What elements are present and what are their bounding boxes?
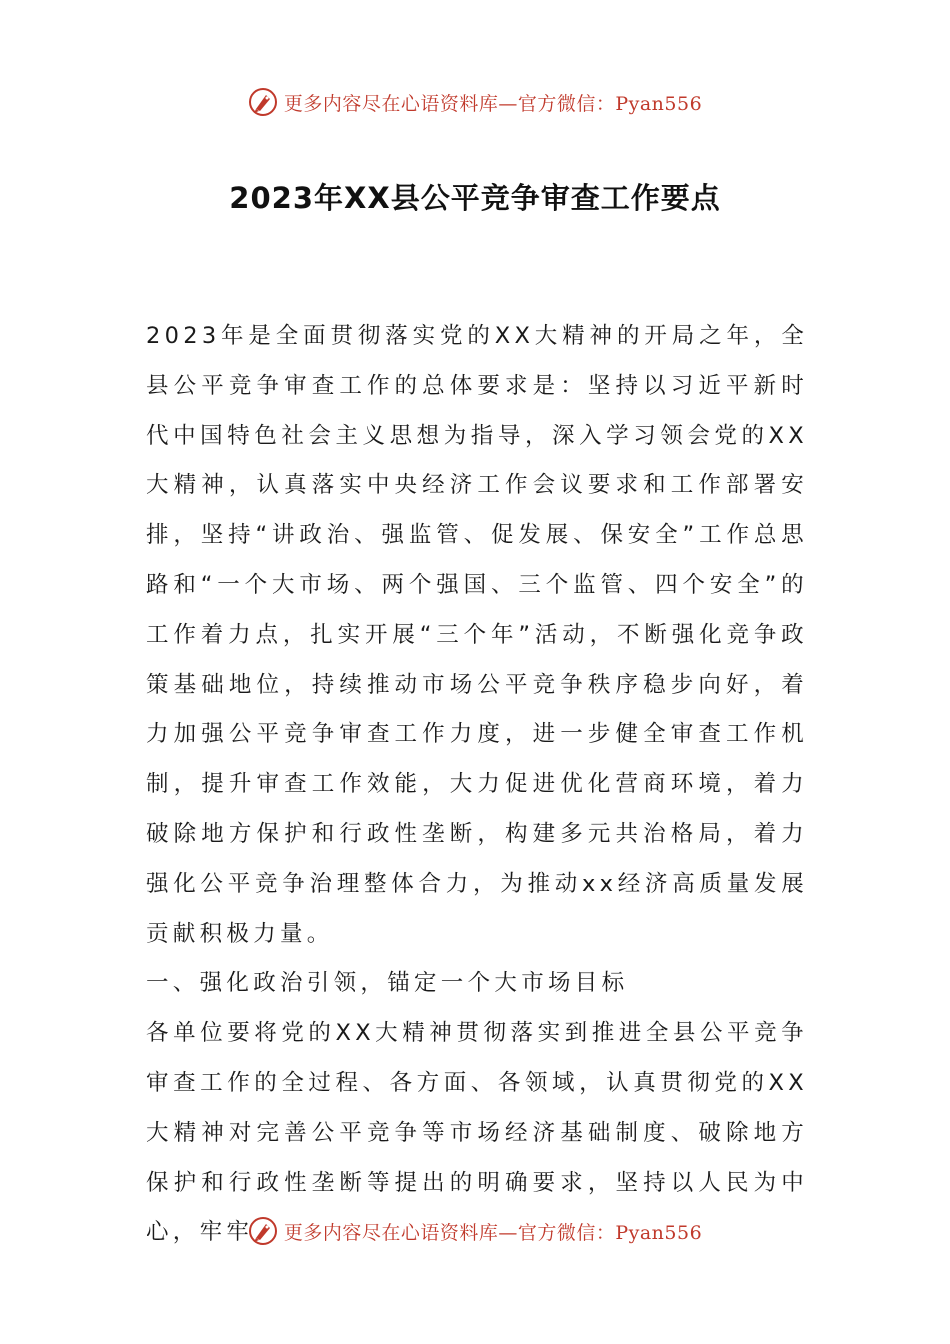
paragraph-intro: 2023年是全面贯彻落实党的XX大精神的开局之年，全县公平竞争审查工作的总体要求是：坚持以习近平新时代中国特色社会主义思想为指导，深入学习领会党的XX大精神，认真落实中央经济工作会议要求和工作部署安排，坚持“讲政治、强监管、促发展、保安全”工作总思路和“一个大市场、两个强国、三个监管、四个安全”的工作着力点，扎实开展“三个年”活动，不断强化竞争政策基础地位，持续推动市场公平竞争秩序稳步向好，着力加强公平竞争审查工作力度，进一步健全审查工作机制，提升审查工作效能，大力促进优化营商环境，着力破除地方保护和行政性垄断，构建多元共治格局，着力强化公平竞争治理整体合力，为推动xx经济高质量发展贡献积极力量。 [146,323,808,947]
pen-nib-logo-icon [248,87,278,117]
header-watermark [0,82,950,122]
watermark-text: 更多内容尽在心语资料库—官方微信：Pyan556 [283,92,703,115]
page-title: 2023年XX县公平竞争审查工作要点 [229,181,721,215]
footer-watermark [0,1211,950,1251]
pen-nib-logo-icon [248,1216,278,1246]
section-heading-1: 一、强化政治引领，锚定一个大市场目标 [146,970,629,997]
document-body [146,312,808,1258]
paragraph-section-1: 各单位要将党的XX大精神贯彻落实到推进全县公平竞争审查工作的全过程、各方面、各领域，认真贯彻党的XX大精神对完善公平竞争等市场经济基础制度、破除地方保护和行政性垄断等提出的明确要求，坚持以人民为中心，牢牢 [146,1020,808,1246]
watermark-text: 更多内容尽在心语资料库—官方微信：Pyan556 [283,1221,703,1244]
